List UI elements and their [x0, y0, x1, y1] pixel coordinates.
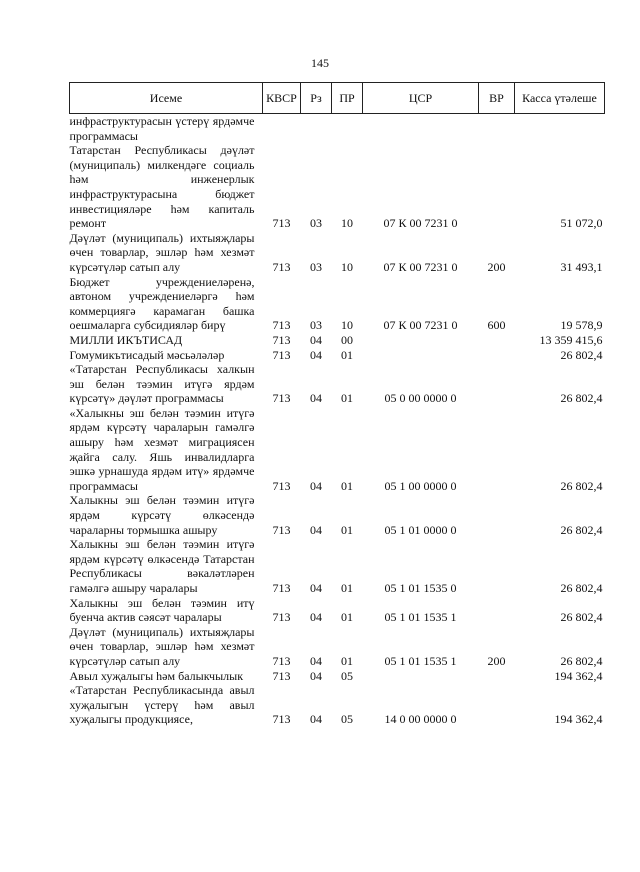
- row-pr: 01: [341, 478, 353, 493]
- row-csr: 07 К 00 7231 0: [383, 259, 458, 274]
- row-name: Дәүләт (муниципаль) ихтыяҗлары өчен товарлар, эшләр һәм хезмәт күрсәтүләр сатып алу: [69, 624, 255, 668]
- row-sum: 26 802,4: [560, 478, 603, 493]
- header-name: Исеме: [70, 83, 263, 114]
- row-vr: [479, 596, 515, 625]
- row-name: инфраструктурасын үстерү ярдәмче программасы: [69, 114, 255, 143]
- row-sum: 26 802,4: [560, 347, 603, 362]
- row-vr: [479, 537, 515, 595]
- row-sum: 31 493,1: [560, 259, 603, 274]
- row-vr: [479, 114, 515, 144]
- row-rz: 04: [310, 668, 322, 683]
- row-kvsr: 713: [272, 391, 291, 406]
- row-name: «Татарстан Республикасы халкын эш белән тәэмин итүгә ярдәм күрсәтү» дәүләт программасы: [69, 362, 255, 406]
- row-sum: [515, 114, 605, 144]
- row-pr: 05: [341, 712, 353, 727]
- row-vr: [479, 683, 515, 727]
- row-vr: [479, 493, 515, 537]
- row-name: Халыкны эш белән тәэмин итүгә ярдәм күрсәтү өлкәсендә чараларны тормышка ашыру: [69, 493, 255, 537]
- row-kvsr: 713: [272, 668, 291, 683]
- row-csr: 05 1 01 0000 0: [384, 522, 457, 537]
- row-pr: 01: [341, 581, 353, 595]
- row-rz: 03: [310, 259, 322, 274]
- row-pr: 01: [341, 653, 353, 668]
- row-csr: [363, 333, 479, 348]
- row-rz: 04: [310, 712, 322, 727]
- row-name: «Татарстан Республикасында авыл хуҗалыгын үстерү һәм авыл хуҗалыгы продукциясе,: [69, 683, 255, 727]
- row-sum: 26 802,4: [560, 610, 603, 625]
- row-pr: [332, 114, 363, 144]
- row-vr: [479, 143, 515, 231]
- row-csr: 07 К 00 7231 0: [383, 216, 458, 231]
- row-csr: [363, 348, 479, 363]
- row-csr: 05 0 00 0000 0: [384, 391, 457, 406]
- row-vr: [479, 406, 515, 494]
- table-row: [70, 333, 605, 348]
- row-rz: 04: [310, 522, 322, 537]
- row-kvsr: 713: [272, 522, 291, 537]
- table-row: [70, 275, 605, 333]
- row-name: Халыкны эш белән тәэмин итү буенча актив сәясәт чаралары: [69, 595, 255, 625]
- row-csr: [363, 114, 479, 144]
- table-row: [70, 683, 605, 727]
- table-row: [70, 143, 605, 231]
- row-name: Дәүләт (муниципаль) ихтыяҗлары өчен товарлар, эшләр һәм хезмәт күрсәтүләр сатып алу: [69, 230, 255, 274]
- row-name: «Халыкны эш белән тәэмин итүгә ярдәм күрсәтү чараларын гамәлгә ашыру һәм хезмәт миграциясен җайга салу. Яшь инвалидларга эшкә урнашуда ярдәм итү» ярдәмче программасы: [69, 405, 255, 493]
- table-row: [70, 348, 605, 363]
- page-number: 145: [311, 56, 329, 70]
- header-rz: Рз: [301, 83, 332, 114]
- row-rz: 03: [310, 216, 322, 231]
- row-pr: 10: [341, 318, 353, 333]
- row-rz: 04: [310, 610, 322, 625]
- row-vr: [479, 333, 515, 348]
- header-csr: ЦСР: [363, 83, 479, 114]
- row-kvsr: 713: [272, 216, 291, 231]
- row-vr: [479, 348, 515, 363]
- row-kvsr: 713: [272, 653, 291, 668]
- row-csr: 05 1 01 1535 1: [384, 653, 457, 668]
- row-rz: [301, 114, 332, 144]
- row-kvsr: [263, 114, 301, 144]
- table-row: [70, 406, 605, 494]
- row-sum: 26 802,4: [560, 391, 603, 406]
- row-name: МИЛЛИ ИКЪТИСАД: [69, 332, 183, 347]
- header-vr: ВР: [479, 83, 515, 114]
- row-sum: 51 072,0: [560, 216, 603, 231]
- budget-table: [69, 82, 605, 727]
- row-kvsr: 713: [272, 332, 291, 347]
- row-csr: 14 0 00 0000 0: [384, 712, 457, 727]
- row-pr: 00: [341, 332, 353, 347]
- table-row: [70, 596, 605, 625]
- row-kvsr: 713: [272, 712, 291, 727]
- table-row: [70, 231, 605, 275]
- row-kvsr: 713: [272, 318, 291, 333]
- row-vr: 200: [487, 653, 506, 668]
- row-name: Бюджет учреждениеләренә, автоном учреждениеләргә һәм коммерциягә карамаган башка оешмаларга субсидияләр бирү: [69, 274, 255, 333]
- row-pr: 10: [341, 216, 353, 231]
- row-sum: 19 578,9: [560, 318, 603, 333]
- row-name: Авыл хуҗалыгы һәм балыкчылык: [69, 668, 244, 683]
- row-rz: 04: [310, 478, 322, 493]
- row-vr: 200: [487, 259, 506, 274]
- table-row: [70, 362, 605, 406]
- row-sum: 194 362,4: [554, 712, 603, 727]
- row-vr: 600: [487, 318, 506, 333]
- row-csr: 07 К 00 7231 0: [383, 318, 458, 333]
- row-kvsr: 713: [272, 478, 291, 493]
- table-row: [70, 537, 605, 595]
- row-csr: 05 1 01 1535 1: [384, 610, 457, 625]
- row-sum: 26 802,4: [560, 522, 603, 537]
- row-rz: 04: [310, 332, 322, 347]
- row-rz: 04: [310, 347, 322, 362]
- row-csr: [363, 669, 479, 684]
- row-rz: 04: [310, 391, 322, 406]
- table-body: [70, 114, 605, 727]
- row-rz: 03: [310, 318, 322, 333]
- table-row: [70, 625, 605, 669]
- row-pr: 01: [341, 522, 353, 537]
- row-rz: 04: [310, 581, 322, 595]
- row-vr: [479, 362, 515, 406]
- row-kvsr: 713: [272, 581, 291, 595]
- row-vr: [479, 669, 515, 684]
- header-sum: Касса үтәлеше: [515, 83, 605, 114]
- row-csr: 05 1 01 1535 0: [384, 581, 457, 595]
- row-pr: 10: [341, 259, 353, 274]
- row-pr: 01: [341, 610, 353, 625]
- row-kvsr: 713: [272, 259, 291, 274]
- row-kvsr: 713: [272, 347, 291, 362]
- table-row: [70, 669, 605, 684]
- row-csr: 05 1 00 0000 0: [384, 478, 457, 493]
- table-header: [70, 83, 605, 114]
- row-sum: 13 359 415,6: [539, 332, 603, 347]
- table-row: [70, 493, 605, 537]
- header-pr: ПР: [332, 83, 363, 114]
- row-sum: 194 362,4: [554, 668, 603, 683]
- row-pr: 01: [341, 347, 353, 362]
- row-pr: 05: [341, 668, 353, 683]
- row-pr: 01: [341, 391, 353, 406]
- row-sum: 26 802,4: [560, 581, 603, 595]
- row-sum: 26 802,4: [560, 653, 603, 668]
- row-kvsr: 713: [272, 610, 291, 625]
- header-kvsr: КВСР: [263, 83, 301, 114]
- table-row: [70, 114, 605, 144]
- row-name: Халыкны эш белән тәэмин итүгә ярдәм күрсәтү өлкәсендә Татарстан Республикасы вәкаләтләрен гамәлгә ашыру чаралары: [69, 537, 255, 595]
- row-name: Гомумикътисадый мәсьәләләр: [69, 347, 225, 362]
- row-name: Татарстан Республикасы дәүләт (муниципаль) милкендәге социаль һәм инженерлык инфраструктурасына бюджет инвестицияләре һәм капиталь ремонт: [69, 143, 255, 231]
- row-rz: 04: [310, 653, 322, 668]
